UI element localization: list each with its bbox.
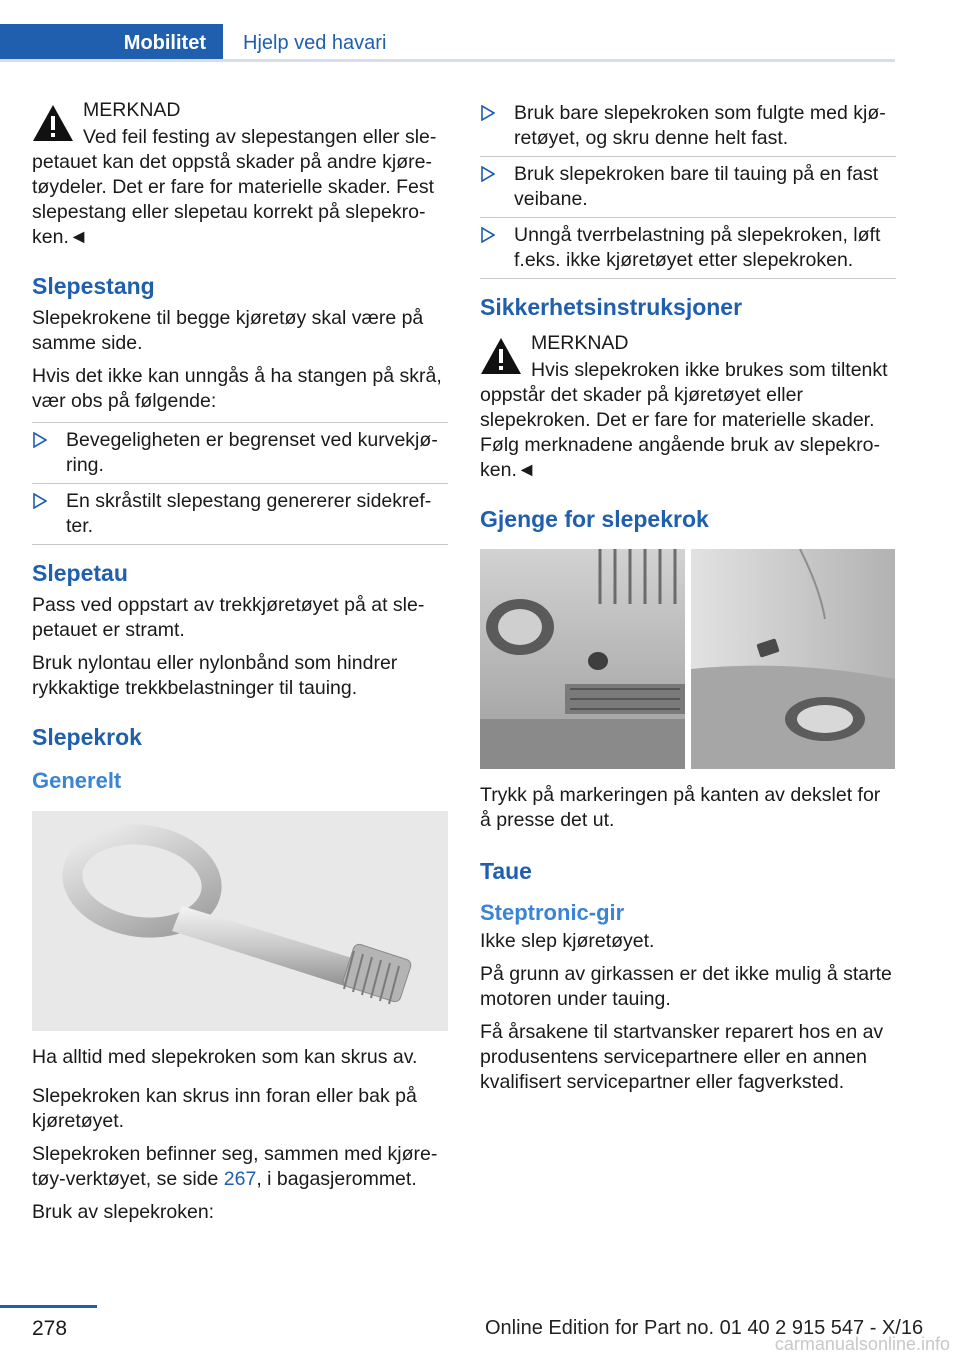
paragraph: Slepekrokene til begge kjøretøy skal være på samme side. xyxy=(32,307,424,354)
warning-triangle-icon xyxy=(32,104,74,142)
triangle-bullet-icon xyxy=(33,493,47,509)
bumper-cover-illustration xyxy=(480,549,895,769)
paragraph: Trykk på markeringen på kanten av dekslet for å presse det ut. xyxy=(480,784,881,831)
list-item-text: Bruk slepekroken bare til tauing på en fast veibane. xyxy=(514,163,879,210)
note-body: Hvis slepekroken ikke brukes som tiltenkt oppstår det skader på kjøretøyet eller slepekroken. Det er fare for materielle skader. Følg merknadene angående bruk av slepekroken.◄ xyxy=(480,359,888,481)
triangle-bullet-icon xyxy=(33,432,47,448)
header-rule xyxy=(0,59,895,62)
list-item xyxy=(480,218,896,279)
list-item xyxy=(480,98,896,157)
heading-taue: Taue xyxy=(480,858,532,884)
paragraph: Bruk nylontau eller nylonbånd som hindrer rykkaktige trekkbelastninger til tauing. xyxy=(32,652,398,699)
triangle-bullet-icon xyxy=(481,105,495,121)
subheading-generelt: Generelt xyxy=(32,768,122,793)
paragraph-text: Slepekroken befinner seg, sammen med kjøretøy-verktøyet, se side xyxy=(32,1143,438,1190)
tow-hook-icon xyxy=(32,811,448,1031)
list-item xyxy=(32,484,448,545)
car-bumper-icon xyxy=(480,549,895,769)
paragraph: Få årsakene til startvansker reparert hos en av produsentens servicepartnere eller en annen kvalifisert servicepartner eller fagverksted. xyxy=(480,1021,884,1093)
subheading-steptronic-gir: Steptronic-gir xyxy=(480,900,625,925)
tow-hook-illustration xyxy=(32,811,448,1031)
list-item-text: Unngå tverrbelastning på slepekroken, løft f.eks. ikke kjøretøyet etter slepekroken. xyxy=(514,224,881,271)
paragraph-text: , i bagasjerommet. xyxy=(256,1168,417,1190)
warning-note xyxy=(480,331,896,483)
paragraph xyxy=(32,1142,448,1192)
note-title: MERKNAD xyxy=(531,332,629,354)
heading-gjenge-for-slepekrok: Gjenge for slepekrok xyxy=(480,506,709,532)
list-item-text: Bruk bare slepekroken som fulgte med kjøretøyet, og skru denne helt fast. xyxy=(514,102,886,149)
list-item-text: Bevegeligheten er begrenset ved kurvekjøring. xyxy=(66,429,438,476)
heading-slepetau: Slepetau xyxy=(32,560,128,586)
paragraph: Hvis det ikke kan unngås å ha stangen på skrå, vær obs på følgende: xyxy=(32,365,442,412)
heading-slepekrok: Slepekrok xyxy=(32,724,142,750)
bullet-list xyxy=(32,422,448,545)
list-item xyxy=(32,423,448,484)
page-footer xyxy=(0,1305,960,1362)
triangle-bullet-icon xyxy=(481,227,495,243)
bullet-list xyxy=(480,98,896,279)
note-body: Ved feil festing av slepestangen eller slepetauet kan det oppstå skader på andre kjøretøydeler. Det er fare for materielle skader. Fest slepestang eller slepetau korrekt på slepekroken.◄ xyxy=(32,126,437,248)
right-column xyxy=(480,98,896,1103)
page-header xyxy=(0,24,895,62)
list-item-text: En skråstilt slepestang genererer sidekrefter. xyxy=(66,490,432,537)
tab-hjelp-ved-havari[interactable]: Hjelp ved havari xyxy=(243,31,387,54)
warning-triangle-icon xyxy=(480,337,522,375)
footer-rule xyxy=(0,1305,97,1308)
page-number: 278 xyxy=(32,1317,68,1340)
triangle-bullet-icon xyxy=(481,166,495,182)
left-column xyxy=(32,98,448,1233)
watermark: carmanualsonline.info xyxy=(774,1334,950,1354)
paragraph: Pass ved oppstart av trekkjøretøyet på at slepetauet er stramt. xyxy=(32,594,425,641)
edition-text: Online Edition for Part no. 01 40 2 915 547 - X/16 xyxy=(485,1317,924,1339)
paragraph: Bruk av slepekroken: xyxy=(32,1201,215,1223)
list-item xyxy=(480,157,896,218)
heading-slepestang: Slepestang xyxy=(32,273,155,299)
page-link[interactable]: 267 xyxy=(223,1168,257,1190)
paragraph: Ha alltid med slepekroken som kan skrus av. xyxy=(32,1046,418,1068)
paragraph: På grunn av girkassen er det ikke mulig å starte motoren under tauing. xyxy=(480,963,892,1010)
tab-mobilitet[interactable]: Mobilitet xyxy=(0,24,223,62)
paragraph: Slepekroken kan skrus inn foran eller bak på kjøretøyet. xyxy=(32,1085,417,1132)
paragraph: Ikke slep kjøretøyet. xyxy=(480,930,655,952)
heading-sikkerhetsinstruksjoner: Sikkerhetsinstruksjoner xyxy=(480,294,743,320)
warning-note xyxy=(32,98,448,250)
note-title: MERKNAD xyxy=(83,99,181,121)
